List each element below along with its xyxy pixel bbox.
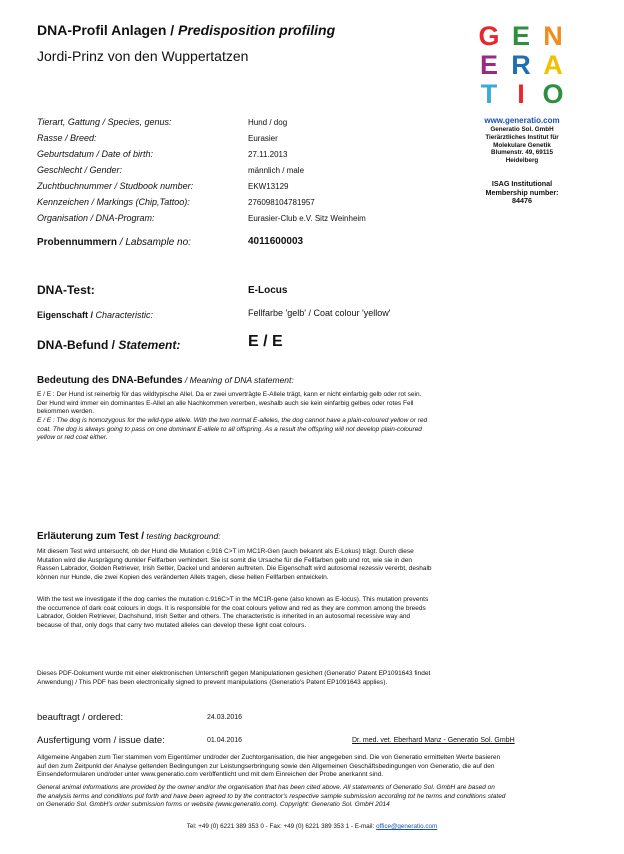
dog-name: Jordi-Prinz von den Wuppertatzen: [37, 48, 249, 64]
logo-letter: I: [517, 79, 525, 109]
meaning-english: [37, 417, 557, 443]
background-german: [37, 548, 557, 582]
detail-value: 27.11.2013: [248, 150, 288, 159]
text-line: Mit diesem Test wird untersucht, ob der Hund die Mutation c.916 C>T im MC1R-Gen (auch bekannt als E-Lokus) trägt. Durch diese: [37, 548, 414, 555]
text-line: Rassen Labrador, Golden Retriever, Irish Setter, Dackel und anderen auftreten. Die Eigenschaft wird autosomal rezessiv vererbt, deshalb: [37, 565, 432, 573]
statement-value: E / E: [248, 333, 283, 350]
text-line: Tierärztliches Institut für: [485, 133, 559, 141]
legal-german: [37, 754, 557, 780]
text-line: General animal informations are provided by the owner and/or the organisation that has been cited above. All statements of Generatio Sol. GmbH are based on: [37, 784, 495, 791]
text-line: bekommen werden.: [37, 408, 95, 416]
detail-value: 276098104781957: [248, 198, 315, 207]
contact-line: Tel: +49 (0) 6221 389 353 0 - Fax: +49 (0) 6221 389 353 1 - E-mail: office@generatio.com: [186, 823, 438, 830]
dna-test-label: DNA-Test:: [37, 283, 95, 297]
text-line: Labrador, Golden Retriever, Dachshund, Irish Setter and others. The characteristic is inherited in an autosomal recessive way and: [37, 613, 411, 621]
text-line: Molekulare Genetik: [493, 141, 551, 149]
meaning-heading: Bedeutung des DNA-Befundes / Meaning of DNA statement:: [37, 375, 294, 386]
detail-value: männlich / male: [248, 166, 305, 175]
logo-letter: A: [543, 50, 563, 80]
website-link[interactable]: www.generatio.com: [484, 116, 560, 125]
generatio-logo: [473, 22, 569, 110]
text-line: because of that, only dogs that carry two mutated alleles can develop these light coat colours.: [37, 621, 307, 629]
logo-letter: G: [478, 21, 500, 51]
labsample-value: 4011600003: [248, 236, 304, 247]
detail-value: Eurasier: [248, 134, 278, 143]
text-line: Allgemeine Angaben zum Tier stammen vom Eigentümer und/oder der Zuchtorganisation, die hier angegeben sind. Die von Generatio ermittelten Werte basieren: [37, 754, 501, 761]
logo-letter: R: [511, 50, 531, 80]
issue-label: Ausfertigung vom / issue date:: [37, 735, 165, 746]
text-line: Dieses PDF-Dokument wurde mit einer elektronischen Unterschrift gegen Manipulationen gesichert (Generatio' Patent EP1091643 findet: [37, 670, 431, 677]
detail-label: Geschlecht / Gender:: [37, 165, 123, 175]
text-line: Generatio Sol. GmbH: [490, 126, 554, 133]
text-line: Blumenstr. 49, 69115: [491, 149, 553, 157]
text-line: yellow or red coat either.: [37, 434, 108, 442]
text-line: Der Hund wird immer ein dominantes E-Allel an alle Nachkommen vererben, weshalb auch sie kein einfarbig gelbes oder rotes Fell: [37, 399, 414, 407]
detail-label: Organisation / DNA-Program:: [37, 213, 155, 223]
text-line: on Generatio Sol. GmbH's order submission forms or website (www.generatio.com). Copyright: Generatio Sol. GmbH 2014: [37, 801, 390, 809]
detail-value: Hund / dog: [248, 118, 288, 127]
ordered-date: 24.03.2016: [207, 714, 243, 721]
text-line: Anwendung) / This PDF has been electronically signed to prevent manipulations (Generatio's Patent EP1091643 applies).: [37, 678, 388, 686]
detail-value: Eurasier-Club e.V. Sitz Weinheim: [248, 214, 366, 223]
logo-letter: E: [479, 50, 498, 80]
text-line: E / E : The dog is homozygous for the wild-type allele. With the two normal E-alleles, the dog cannot have a plain-coloured yellow or red: [37, 417, 428, 424]
text-line: With the test we investigate if the dog carries the mutation c.916C>T in the MC1R-gene (also known as E-locus). This mutation prevents: [37, 596, 429, 603]
detail-label: Zuchtbuchnummer / Studbook number:: [37, 181, 194, 191]
company-address: [458, 126, 586, 165]
text-line: können nur Hunde, die zwei Kopien des veränderten Allels tragen, diese hellen Fellfarben entwickeln.: [37, 573, 329, 581]
characteristic-label: Eigenschaft / Characteristic:: [37, 310, 154, 320]
signature-note: [37, 670, 557, 687]
detail-label: Kennzeichen / Markings (Chip,Tattoo):: [37, 197, 190, 207]
page-title: DNA-Profil Anlagen / Predisposition profiling: [37, 22, 336, 38]
text-line: Mutation wird die Ausprägung dunkler Fellfarben verhindert. Sie ist somit die Ursache für die Fellfarben gelb und rot, wie sie in den: [37, 556, 413, 564]
logo-letter: E: [511, 21, 530, 51]
characteristic-value: Fellfarbe 'gelb' / Coat colour 'yellow': [248, 308, 391, 318]
detail-label: Geburtsdatum / Date of birth:: [37, 149, 154, 159]
text-line: 84476: [512, 196, 532, 206]
text-line: Membership number:: [485, 187, 559, 197]
isag-membership: [458, 180, 586, 206]
text-line: coat. The dog is always going to pass on one dominant E-allele to all offspring. As a result the offspring will not develop plain-coloured: [37, 425, 422, 433]
labsample-label: Probennummern / Labsample no:: [37, 237, 191, 248]
logo-row: [473, 51, 569, 80]
logo-letter: N: [543, 21, 563, 51]
background-english: [37, 596, 557, 630]
logo-row: [473, 80, 569, 109]
text-line: Einsendeformularen und/oder unter www.generatio.com veröffentlicht und mit dem Einreichen der Probe anerkannt sind.: [37, 771, 384, 779]
text-line: E / E : Der Hund ist reinerbig für das wildtypische Allel. Da er zwei unverträgte E-Allele trägt, kann er nicht einfarbig gelb oder rot sein.: [37, 391, 422, 398]
background-heading: Erläuterung zum Test / testing background:: [37, 531, 221, 542]
legal-english: [37, 784, 557, 810]
email-link[interactable]: office@generatio.com: [376, 823, 438, 830]
text-line: auf den zum Zeitpunkt der Analyse geltenden Bedingungen zur Leistungserbringung sowie den Allgemeinen Geschäftsbedingungen von Generatio, die auf den: [37, 762, 495, 770]
text-line: the analysis terms and conditions put forth and have been agreed to by the contractor's respective sample submission according tot he terms and conditions stated: [37, 792, 506, 800]
text-line: the occurrence of dark coat colours in dogs. It is responsible for the coat colours yellow and red as they are common among the breeds: [37, 604, 426, 612]
detail-label: Rasse / Breed:: [37, 133, 97, 143]
detail-value: EKW13129: [248, 182, 289, 191]
ordered-label: beauftragt / ordered:: [37, 712, 124, 723]
statement-label: DNA-Befund / Statement:: [37, 338, 181, 352]
meaning-german: [37, 391, 557, 417]
logo-letter: T: [480, 79, 498, 109]
dna-test-value: E-Locus: [248, 285, 288, 296]
signatory: Dr. med. vet. Eberhard Manz - Generatio Sol. GmbH: [352, 737, 515, 744]
detail-label: Tierart, Gattung / Species, genus:: [37, 117, 172, 127]
text-line: ISAG Institutional: [491, 179, 553, 188]
text-line: Heidelberg: [505, 157, 539, 165]
logo-row: [473, 22, 569, 51]
logo-letter: O: [542, 79, 564, 109]
issue-date: 01.04.2016: [207, 737, 243, 744]
